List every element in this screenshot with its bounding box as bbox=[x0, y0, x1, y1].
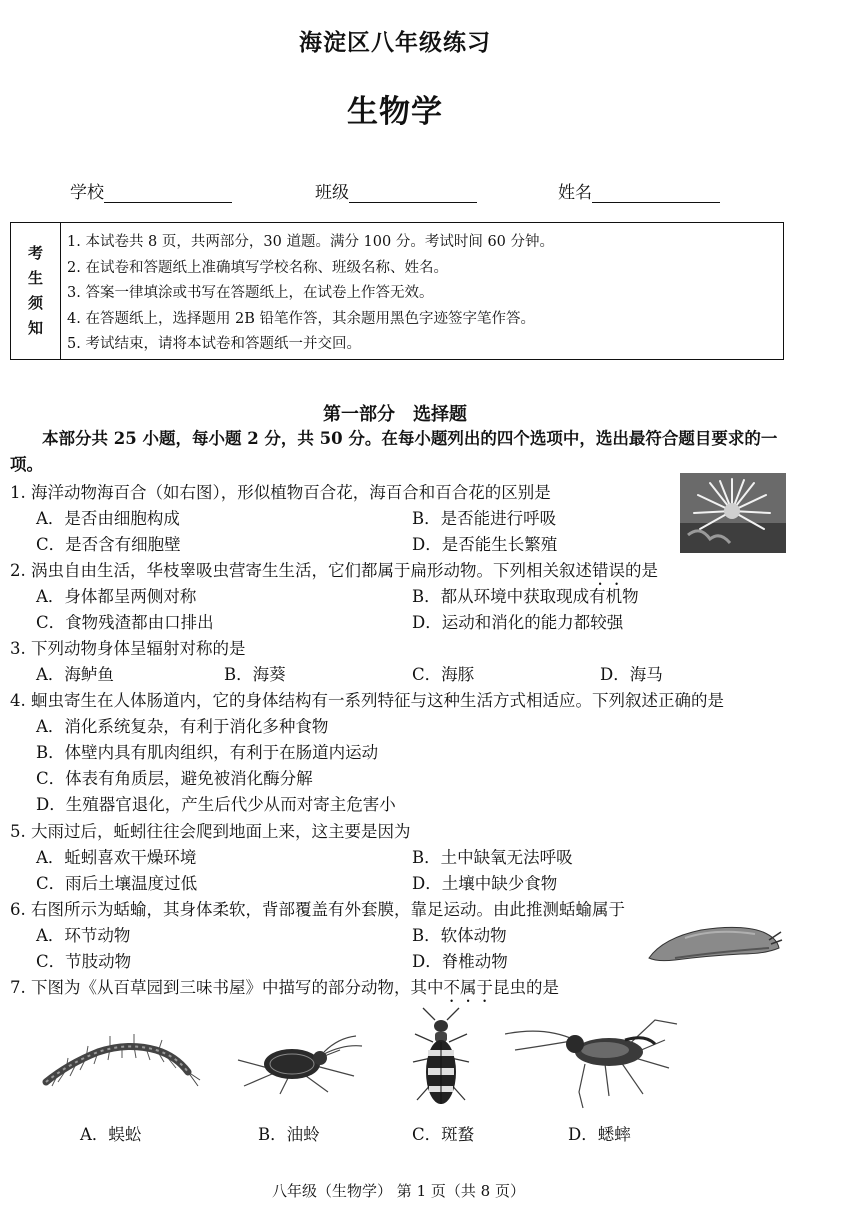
q6-option-a: A．环节动物 bbox=[36, 926, 131, 945]
question-5-stem: 5. 大雨过后，蚯蚓往往会爬到地面上来，这主要是因为 bbox=[10, 822, 411, 841]
section-title: 第一部分 选择题 bbox=[323, 404, 467, 425]
q6-option-d: D．脊椎动物 bbox=[412, 952, 508, 971]
notice-item: 4. 在答题纸上，选择题用 2B 铅笔作答，其余题用黑色字迹签字笔作答。 bbox=[67, 310, 536, 327]
notice-label: 考 生 须 知 bbox=[11, 223, 61, 359]
q5-option-a: A．蚯蚓喜欢干燥环境 bbox=[36, 848, 197, 867]
slug-image bbox=[645, 918, 783, 966]
q4-option-b: B．体壁内具有肌肉组织，有利于在肠道内运动 bbox=[36, 743, 379, 762]
school-blank bbox=[104, 184, 232, 203]
q2-option-b: B．都从环境中获取现成有机物 bbox=[412, 587, 639, 606]
q4-option-c: C．体表有角质层，避免被消化酶分解 bbox=[36, 769, 313, 788]
notice-items bbox=[67, 230, 554, 358]
q1-option-b: B．是否能进行呼吸 bbox=[412, 509, 557, 528]
question-4-stem: 4. 蛔虫寄生在人体肠道内，它的身体结构有一系列特征与这种生活方式相适应。下列叙述正确的是 bbox=[10, 691, 724, 710]
school-field bbox=[70, 178, 232, 203]
q7-option-b: B．油蛉 bbox=[258, 1125, 320, 1144]
blister-beetle-image bbox=[405, 1006, 477, 1114]
question-3-stem: 3. 下列动物身体呈辐射对称的是 bbox=[10, 639, 246, 658]
name-label: 姓名 bbox=[558, 183, 592, 203]
exam-notice-box bbox=[10, 222, 784, 360]
q7-option-d: D．蟋蟀 bbox=[568, 1125, 631, 1144]
q7-option-a: A．蜈蚣 bbox=[80, 1125, 142, 1144]
question-1-stem: 1. 海洋动物海百合（如右图），形似植物百合花，海百合和百合花的区别是 bbox=[10, 483, 551, 502]
q5-option-c: C．雨后土壤温度过低 bbox=[36, 874, 198, 893]
exam-region-title: 海淀区八年级练习 bbox=[299, 29, 491, 56]
q3-option-c: C．海豚 bbox=[412, 665, 475, 684]
notice-item: 1. 本试卷共 8 页，共两部分，30 道题。满分 100 分。考试时间 60 分钟。 bbox=[67, 234, 555, 250]
notice-item: 3. 答案一律填涂或书写在答题纸上，在试卷上作答无效。 bbox=[67, 285, 434, 301]
q1-option-a: A．是否由细胞构成 bbox=[36, 509, 180, 528]
school-label: 学校 bbox=[70, 183, 104, 203]
emphasis-text: 错误 bbox=[592, 561, 625, 580]
class-label: 班级 bbox=[315, 183, 349, 203]
q5-option-d: D．土壤中缺少食物 bbox=[412, 874, 558, 893]
name-field bbox=[558, 178, 720, 203]
cricket-image bbox=[505, 1010, 680, 1110]
q7-option-c: C．斑蝥 bbox=[412, 1125, 475, 1144]
q1-option-c: C．是否含有细胞壁 bbox=[36, 535, 181, 554]
q1-option-d: D．是否能生长繁殖 bbox=[412, 535, 558, 554]
q2-option-d: D．运动和消化的能力都较强 bbox=[412, 613, 624, 632]
q4-option-a: A．消化系统复杂，有利于消化多种食物 bbox=[36, 717, 329, 736]
q3-option-b: B．海葵 bbox=[224, 665, 286, 684]
subject-title: 生物学 bbox=[347, 94, 443, 130]
q4-option-d: D．生殖器官退化，产生后代少从而对寄主危害小 bbox=[36, 795, 396, 814]
q2-option-a: A．身体都呈两侧对称 bbox=[36, 587, 197, 606]
class-blank bbox=[349, 184, 477, 203]
notice-item: 5. 考试结束，请将本试卷和答题纸一并交回。 bbox=[67, 336, 361, 352]
section-intro: 本部分共 25 小题，每小题 2 分，共 50 分。在每小题列出的四个选项中，选出最符合题目要求的一项。 bbox=[10, 429, 778, 474]
q5-option-b: B．土中缺氧无法呼吸 bbox=[412, 848, 573, 867]
q3-option-a: A．海鲈鱼 bbox=[36, 665, 114, 684]
question-6-stem: 6. 右图所示为蛞蝓，其身体柔软，背部覆盖有外套膜，靠足运动。由此推测蛞蝓属于 bbox=[10, 900, 625, 919]
centipede-image bbox=[38, 1030, 203, 1090]
q3-option-d: D．海马 bbox=[600, 665, 663, 684]
name-blank bbox=[592, 184, 720, 203]
question-2-stem: 2. 涡虫自由生活，华枝睾吸虫营寄生生活，它们都属于扁形动物。下列相关叙述错误的是 bbox=[10, 561, 658, 580]
oil-beetle-image bbox=[228, 1030, 368, 1096]
notice-item: 2. 在试卷和答题纸上准确填写学校名称、班级名称、姓名。 bbox=[67, 259, 448, 276]
class-field bbox=[315, 178, 477, 203]
question-7-stem: 7. 下图为《从百草园到三味书屋》中描写的部分动物，其中不属于昆虫的是 bbox=[10, 978, 559, 997]
q6-option-b: B．软体动物 bbox=[412, 926, 507, 945]
sea-lily-image bbox=[680, 473, 786, 553]
q6-option-c: C．节肢动物 bbox=[36, 952, 132, 971]
emphasis-text: 不属于 bbox=[443, 978, 493, 997]
q2-option-c: C．食物残渣都由口排出 bbox=[36, 613, 214, 632]
page-footer: 八年级（生物学） 第 1 页（共 8 页） bbox=[272, 1182, 525, 1200]
